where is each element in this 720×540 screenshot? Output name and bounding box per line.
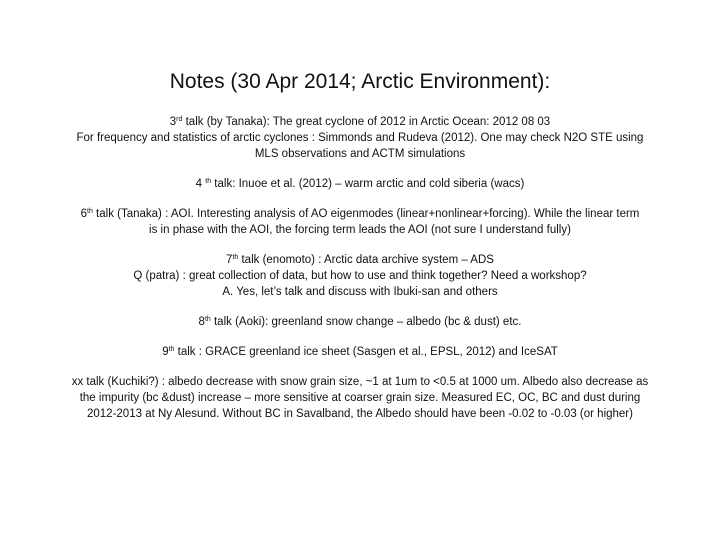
note-line: A. Yes, let’s talk and discuss with Ibuki-san and others [222,286,498,298]
ordinal-suffix: th [87,208,93,215]
talk-number: 4 [195,178,206,190]
note-text: talk (Aoki): greenland snow change – albedo (bc & dust) etc. [210,316,522,328]
note-text: talk : GRACE greenland ice sheet (Sasgen et al., EPSL, 2012) and IceSAT [174,346,558,358]
talk-number: 3 [169,116,177,128]
note-talk-xx [30,374,690,422]
ordinal-suffix: th [232,254,239,261]
note-text: talk (by Tanaka): The great cyclone of 2012 in Arctic Ocean: 2012 08 03 [182,116,551,128]
note-talk-6 [30,206,690,238]
note-talk-7 [30,252,690,300]
talk-number: 7 [226,254,233,266]
note-talk-4 [30,176,690,192]
note-line [30,176,690,192]
note-text: talk (enomoto) : Arctic data archive system – ADS [238,254,494,266]
note-line: is in phase with the AOI, the forcing term leads the AOI (not sure I understand fully) [149,224,571,236]
note-line [30,344,690,360]
note-line [30,252,690,268]
note-talk-9 [30,344,690,360]
note-talk-3 [30,114,690,162]
note-line: MLS observations and ACTM simulations [254,148,466,160]
slide-title: Notes (30 Apr 2014; Arctic Environment): [169,70,551,93]
ordinal-suffix: th [204,316,211,323]
note-line: the impurity (bc &dust) increase – more sensitive at coarser grain size. Measured EC, OC, BC and dust during [79,392,641,404]
ordinal-suffix: rd [176,116,183,123]
notes-body [30,114,690,436]
talk-number: 8 [198,316,205,328]
ordinal-suffix: th [168,346,175,353]
note-line: 2012-2013 at Ny Alesund. Without BC in Savalband, the Albedo should have been -0.02 to -0.03 (or higher) [87,408,633,420]
ordinal-suffix: th [205,178,212,185]
note-talk-8 [30,314,690,330]
note-line [30,314,690,330]
note-text: talk: Inuoe et al. (2012) – warm arctic and cold siberia (wacs) [211,178,525,190]
note-line: Q (patra) : great collection of data, but how to use and think together? Need a workshop? [133,270,587,282]
talk-number: 6 [80,208,88,220]
note-text: talk (Tanaka) : AOI. Interesting analysis of AO eigenmodes (linear+nonlinear+forcing). While the linear term [92,208,640,220]
note-line [30,206,690,222]
note-line: For frequency and statistics of arctic cyclones : Simmonds and Rudeva (2012). One may check N2O STE using [76,132,644,144]
talk-number: 9 [162,346,169,358]
note-line: xx talk (Kuchiki?) : albedo decrease with snow grain size, ~1 at 1um to <0.5 at 1000 um. Albedo also decrease as [71,376,649,388]
note-line [30,114,690,130]
